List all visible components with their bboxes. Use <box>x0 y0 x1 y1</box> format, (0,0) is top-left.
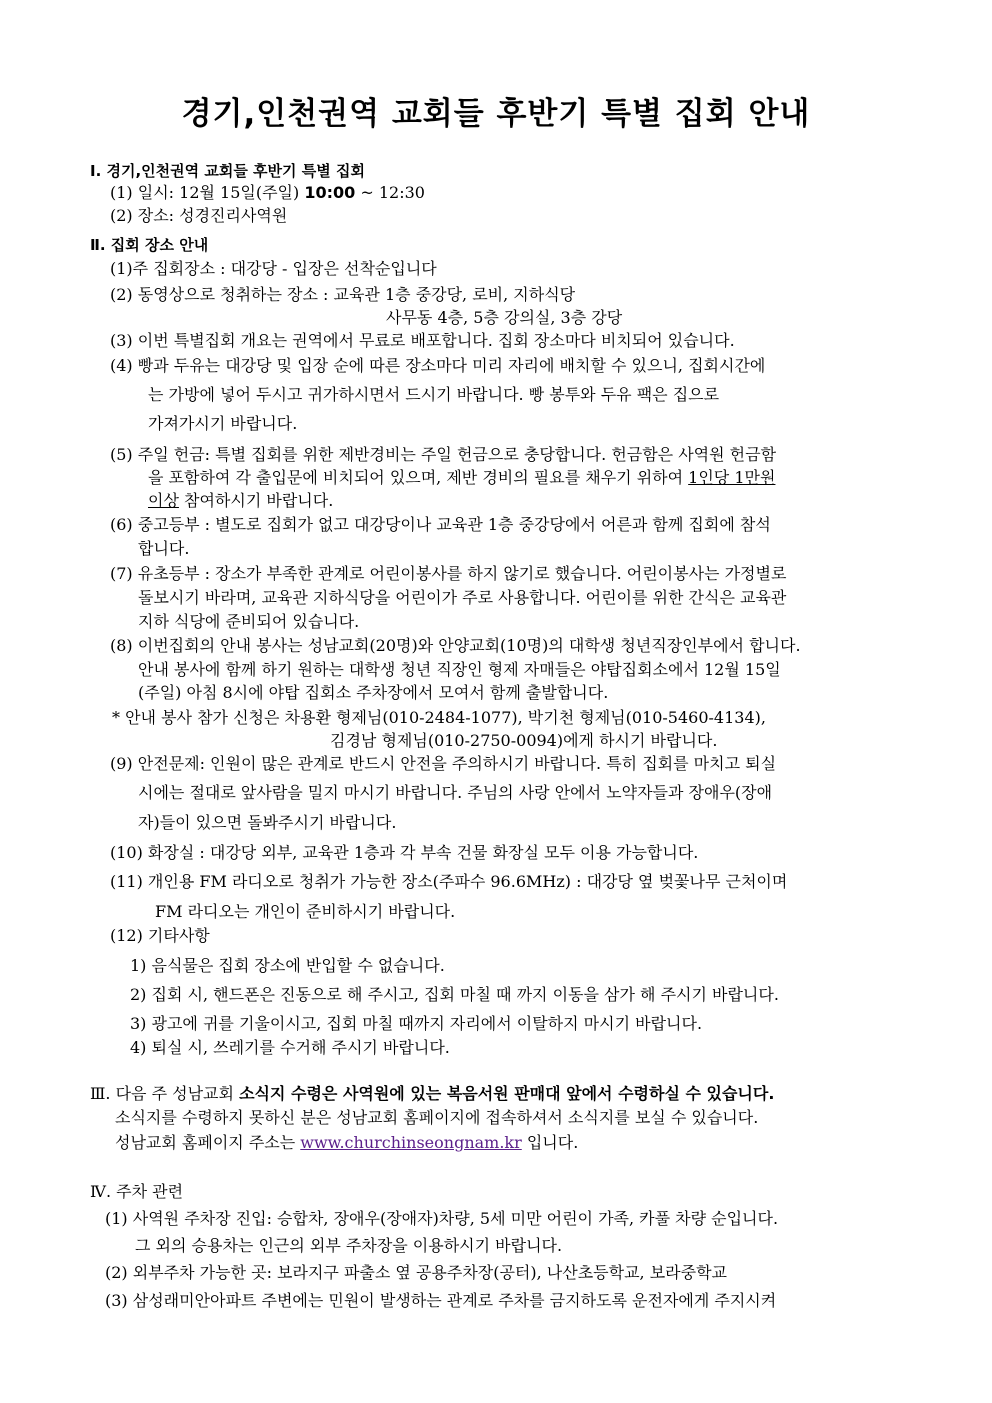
homepage-label-end: 입니다. <box>521 1133 579 1152</box>
volunteer-contact-line-2: 김경남 형제님(010-2750-0094)에게 하시기 바랍니다. <box>330 731 718 750</box>
venue-item-9-line-2: 시에는 절대로 앞사람을 밀지 마시기 바랍니다. 주님의 사랑 안에서 노약자들과 장애우(장애 <box>138 783 773 802</box>
section-3-line-1 <box>90 1083 774 1105</box>
parking-item-3: (3) 삼성래미안아파트 주변에는 민원이 발생하는 관계로 주차를 금지하도록 운전자에게 주지시켜 <box>105 1291 777 1310</box>
venue-item-8-line-3: (주일) 아침 8시에 야탑 집회소 주차장에서 모여서 함께 출발합니다. <box>138 683 609 702</box>
venue-item-7-line-1: (7) 유초등부 : 장소가 부족한 관계로 어린이봉사를 하지 않기로 했습니다. 어린이봉사는 가정별로 <box>110 564 787 583</box>
venue-item-2-line-2: 사무동 4층, 5층 강의실, 3층 강당 <box>386 308 623 327</box>
section-3-heading: Ⅲ. 다음 주 성남교회 <box>90 1084 240 1103</box>
venue-item-5-line-3 <box>148 490 333 512</box>
section-3-line-2: 소식지를 수령하지 못하신 분은 성남교회 홈페이지에 접속하셔서 소식지를 보실 수 있습니다. <box>115 1108 759 1127</box>
venue-item-1: (1)주 집회장소 : 대강당 - 입장은 선착순입니다 <box>110 259 437 278</box>
venue-item-11-line-1: (11) 개인용 FM 라디오로 청취가 가능한 장소(주파수 96.6MHz) : 대강당 옆 벚꽃나무 근처이며 <box>110 872 788 891</box>
section-2-heading: Ⅱ. 집회 장소 안내 <box>90 236 209 254</box>
offering-text: 을 포함하여 각 출입문에 비치되어 있으며, 제반 경비의 필요를 채우기 위하여 <box>148 468 689 487</box>
parking-item-1-line-1: (1) 사역원 주차장 진입: 승합차, 장애우(장애자)차량, 5세 미만 어린이 가족, 카풀 차량 순입니다. <box>105 1209 779 1228</box>
venue-item-7-line-3: 지하 식당에 준비되어 있습니다. <box>138 612 360 631</box>
venue-item-3: (3) 이번 특별집회 개요는 권역에서 무료로 배포합니다. 집회 장소마다 비치되어 있습니다. <box>110 331 735 350</box>
newsletter-pickup-notice: 소식지 수령은 사역원에 있는 복음서원 판매대 앞에서 수령하실 수 있습니다. <box>239 1084 775 1103</box>
venue-item-4-line-3: 가져가시기 바랍니다. <box>148 414 298 433</box>
venue-item-10: (10) 화장실 : 대강당 외부, 교육관 1층과 각 부속 건물 화장실 모두 이용 가능합니다. <box>110 843 699 862</box>
etc-item-1: 1) 음식물은 집회 장소에 반입할 수 없습니다. <box>130 956 445 975</box>
offering-amount-underlined-cont: 이상 <box>148 491 179 510</box>
venue-item-6-line-2: 합니다. <box>138 539 190 558</box>
venue-item-5-line-1: (5) 주일 헌금: 특별 집회를 위한 제반경비는 주일 헌금으로 충당합니다. 헌금함은 사역원 헌금함 <box>110 445 777 464</box>
venue-item-4-line-2: 는 가방에 넣어 두시고 귀가하시면서 드시기 바랍니다. 빵 봉투와 두유 팩은 집으로 <box>148 385 720 404</box>
event-date-line <box>110 182 425 204</box>
offering-text-end: 참여하시기 바랍니다. <box>178 491 334 510</box>
venue-item-6-line-1: (6) 중고등부 : 별도로 집회가 없고 대강당이나 교육관 1층 중강당에서 어른과 함께 집회에 참석 <box>110 515 771 534</box>
venue-item-7-line-2: 돌보시기 바라며, 교육관 지하식당을 어린이가 주로 사용합니다. 어린이를 위한 간식은 교육관 <box>138 588 787 607</box>
venue-item-4-line-1: (4) 빵과 두유는 대강당 및 입장 순에 따른 장소마다 미리 자리에 배치할 수 있으니, 집회시간에 <box>110 356 766 375</box>
venue-item-8-line-1: (8) 이번집회의 안내 봉사는 성남교회(20명)와 안양교회(10명)의 대학생 청년직장인부에서 합니다. <box>110 636 801 655</box>
homepage-link[interactable]: www.churchinseongnam.kr <box>300 1133 522 1152</box>
section-1-heading: Ⅰ. 경기,인천권역 교회들 후반기 특별 집회 <box>90 162 365 180</box>
homepage-label: 성남교회 홈페이지 주소는 <box>115 1133 301 1152</box>
venue-item-2-line-1: (2) 동영상으로 청취하는 장소 : 교육관 1층 중강당, 로비, 지하식당 <box>110 285 576 304</box>
event-start-time: 10:00 <box>304 183 356 202</box>
venue-item-5-line-2 <box>148 467 775 489</box>
etc-item-3: 3) 광고에 귀를 기울이시고, 집회 마칠 때까지 자리에서 이탈하지 마시기 바랍니다. <box>130 1014 703 1033</box>
volunteer-contact-line-1: * 안내 봉사 참가 신청은 차용환 형제님(010-2484-1077), 박기천 형제님(010-5460-4134), <box>112 708 766 727</box>
parking-item-1-line-2: 그 외의 승용차는 인근의 외부 주차장을 이용하시기 바랍니다. <box>135 1236 563 1255</box>
event-end-time: ~ 12:30 <box>355 183 425 202</box>
event-date-text: (1) 일시: 12월 15일(주일) <box>110 183 305 202</box>
etc-item-4: 4) 퇴실 시, 쓰레기를 수거해 주시기 바랍니다. <box>130 1038 450 1057</box>
document-title: 경기,인천권역 교회들 후반기 특별 집회 안내 <box>181 96 811 132</box>
section-4-heading: Ⅳ. 주차 관련 <box>90 1182 184 1201</box>
offering-amount-underlined: 1인당 1만원 <box>688 468 776 487</box>
venue-item-11-line-2: FM 라디오는 개인이 준비하시기 바랍니다. <box>155 902 456 921</box>
venue-item-12: (12) 기타사항 <box>110 926 210 945</box>
event-place-line: (2) 장소: 성경진리사역원 <box>110 206 288 225</box>
section-3-line-3 <box>115 1132 578 1154</box>
etc-item-2: 2) 집회 시, 핸드폰은 진동으로 해 주시고, 집회 마칠 때 까지 이동을 삼가 해 주시기 바랍니다. <box>130 985 779 1004</box>
venue-item-9-line-3: 자)들이 있으면 돌봐주시기 바랍니다. <box>138 813 397 832</box>
venue-item-8-line-2: 안내 봉사에 함께 하기 원하는 대학생 청년 직장인 형제 자매들은 야탑집회소에서 12월 15일 <box>138 660 781 679</box>
parking-item-2: (2) 외부주차 가능한 곳: 보라지구 파출소 옆 공용주차장(공터), 나산초등학교, 보라중학교 <box>105 1263 727 1282</box>
venue-item-9-line-1: (9) 안전문제: 인원이 많은 관계로 반드시 안전을 주의하시기 바랍니다. 특히 집회를 마치고 퇴실 <box>110 754 777 773</box>
